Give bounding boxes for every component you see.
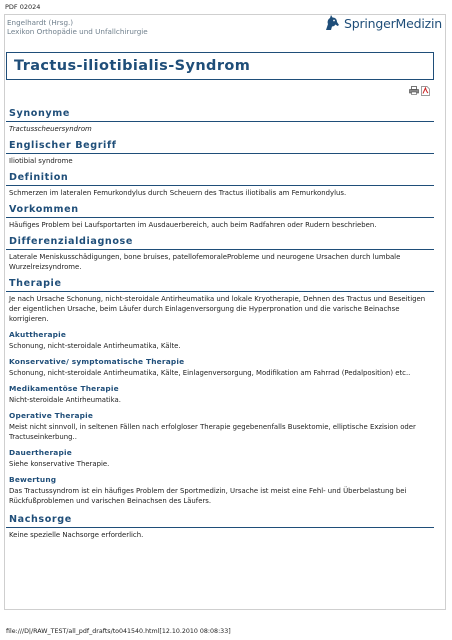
print-icon[interactable] — [409, 86, 419, 95]
section-definition — [6, 172, 434, 198]
section-text: Tractusscheuersyndrom — [9, 125, 92, 133]
subsection-heading: Bewertung — [9, 475, 57, 484]
section-heading: Nachsorge — [6, 514, 434, 528]
section-text: Schmerzen im lateralen Femurkondylus durch Scheuern des Tractus iliotibalis am Femurkondylus. — [9, 189, 347, 197]
subsection-text: Das Tractussyndrom ist ein häufiges Problem der Sportmedizin, Ursache ist meist eine Fehl- und Überbelastung bei Rückfußproblemen und varischen Beinachsen des Läufers. — [9, 487, 407, 505]
section-heading: Synonyme — [6, 108, 434, 122]
subsection-bewertung — [6, 469, 434, 506]
subsection-text: Schonung, nicht-steroidale Antirheumatika, Kälte, Einlagenversorgung, Modifikation am Fahrrad (Pedalposition) etc.. — [9, 369, 411, 377]
subsection-operative-therapie — [6, 405, 434, 442]
section-nachsorge — [6, 514, 434, 540]
section-text: Je nach Ursache Schonung, nicht-steroidale Antirheumatika und lokale Kryotherapie, Dehnen des Tractus und Beseitigen der eigentlichen Ursache, beim Läufer durch Einlagenversorgung die Hyperpronation und die varische Beinachse korrigieren. — [9, 295, 426, 323]
editor-line: Engelhardt (Hrsg.) — [7, 18, 74, 27]
section-therapie — [6, 278, 434, 506]
section-heading: Vorkommen — [6, 204, 434, 218]
subsection-konservative-therapie — [6, 351, 434, 378]
subsection-text: Siehe konservative Therapie. — [9, 460, 110, 468]
section-synonyme — [6, 108, 434, 134]
book-title-line: Lexikon Orthopädie und Unfallchirurgie — [7, 27, 148, 36]
section-differenzialdiagnose — [6, 236, 434, 272]
title-box — [6, 52, 434, 80]
subsection-akuttherapie — [6, 324, 434, 351]
book-header — [7, 18, 148, 36]
section-heading: Differenzialdiagnose — [6, 236, 434, 250]
subsection-dauertherapie — [6, 442, 434, 469]
section-text: Laterale Meniskusschädigungen, bone bruises, patellofemoraleProbleme und neurogene Ursachen durch lumbale Wurzelreizsyndrome. — [9, 253, 401, 271]
subsection-heading: Operative Therapie — [9, 411, 94, 420]
section-heading: Definition — [6, 172, 434, 186]
subsection-text: Meist nicht sinnvoll, in seltenen Fällen nach erfolgloser Therapie gegebenenfalls Busektomie, elliptische Exzision oder Tractuseinkerbung.. — [9, 423, 416, 441]
section-heading: Englischer Begriff — [6, 140, 434, 154]
pdf-id-label: PDF 02024 — [5, 3, 41, 11]
pdf-icon[interactable] — [421, 86, 430, 96]
subsection-heading: Konservative/ symptomatische Therapie — [9, 357, 185, 366]
logo-text: SpringerMedizin — [343, 15, 442, 31]
page-title: Tractus-iliotibialis-Syndrom — [14, 58, 251, 74]
toolbar — [409, 86, 430, 96]
section-text: Keine spezielle Nachsorge erforderlich. — [9, 531, 144, 539]
section-text: Häufiges Problem bei Laufsportarten im Ausdauerbereich, auch beim Radfahren oder Rudern beschrieben. — [9, 221, 377, 229]
subsection-heading: Dauertherapie — [9, 448, 72, 457]
subsection-heading: Akuttherapie — [9, 330, 67, 339]
springer-logo — [323, 14, 442, 32]
article-content — [6, 108, 434, 540]
section-vorkommen — [6, 204, 434, 230]
subsection-text: Nicht-steroidale Antirheumatika. — [9, 396, 121, 404]
subsection-text: Schonung, nicht-steroidale Antirheumatika, Kälte. — [9, 342, 181, 350]
section-englischer-begriff — [6, 140, 434, 166]
section-heading: Therapie — [6, 278, 434, 292]
subsection-heading: Medikamentöse Therapie — [9, 384, 119, 393]
section-text: Iliotibial syndrome — [9, 157, 73, 165]
subsection-medikamentoese-therapie — [6, 378, 434, 405]
footer-file-path: file:///D|/RAW_TEST/all_pdf_drafts/to041540.html[12.10.2010 08:08:33] — [6, 628, 231, 635]
springer-horse-icon — [323, 14, 341, 32]
